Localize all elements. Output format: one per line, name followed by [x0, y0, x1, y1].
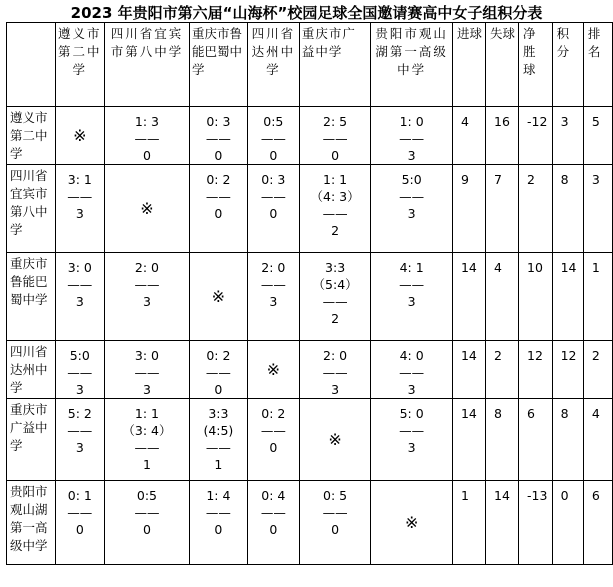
table-row	[7, 165, 613, 253]
match-result-line: ——	[67, 505, 93, 520]
match-result-cell	[55, 165, 104, 253]
match-result-line: (4:5)	[203, 423, 234, 438]
match-result-line: ——	[399, 423, 425, 438]
points-cell: 8	[552, 399, 583, 481]
self-match-mark: ※	[104, 165, 189, 253]
match-result-cell	[371, 165, 453, 253]
match-result-line: 0	[331, 148, 340, 163]
goals-against-cell: 7	[486, 165, 519, 253]
match-result-cell	[247, 481, 299, 565]
match-score: 5:0	[401, 172, 422, 187]
rank-cell: 5	[583, 107, 612, 165]
table-row	[7, 399, 613, 481]
match-result-line: ——	[134, 440, 160, 455]
match-result-line: ——	[67, 365, 93, 380]
goals-against-cell: 2	[486, 341, 519, 399]
match-result-cell	[104, 341, 189, 399]
match-result-cell	[371, 399, 453, 481]
match-result-line: ——	[205, 189, 231, 204]
match-result-line: ——	[322, 131, 348, 146]
match-result-line: 0	[214, 382, 223, 397]
match-result-line: 0	[269, 440, 278, 455]
match-result-line: ——	[134, 277, 160, 292]
match-result-cell	[55, 481, 104, 565]
match-result-line: ——	[399, 189, 425, 204]
match-result-line: 3	[75, 440, 84, 455]
match-result-line: 2	[331, 223, 340, 238]
rank-cell: 4	[583, 399, 612, 481]
match-result-line: ——	[260, 423, 286, 438]
match-result-cell	[55, 399, 104, 481]
match-result-line: 3	[269, 294, 278, 309]
goals-for-cell: 9	[452, 165, 485, 253]
match-result-cell	[299, 253, 371, 341]
row-team-name: 重庆市鲁能巴蜀中学	[7, 253, 56, 341]
match-result-cell	[55, 253, 104, 341]
match-result-line: 0	[214, 206, 223, 221]
header-goals-against: 失球	[486, 23, 519, 107]
match-result-line: ——	[260, 505, 286, 520]
match-score: 3:3	[325, 260, 346, 275]
match-score: 0: 3	[261, 172, 286, 187]
goals-against-cell: 4	[486, 253, 519, 341]
match-score: 4: 1	[399, 260, 424, 275]
match-result-cell	[299, 341, 371, 399]
match-result-cell	[189, 107, 247, 165]
match-result-line: 3	[142, 382, 151, 397]
goal-diff-cell: -13	[519, 481, 553, 565]
match-result-cell	[299, 107, 371, 165]
points-cell: 8	[552, 165, 583, 253]
match-result-line: （5:4）	[312, 277, 358, 292]
goals-for-cell: 14	[452, 341, 485, 399]
match-score: 1: 0	[399, 114, 424, 129]
self-match-mark: ※	[247, 341, 299, 399]
table-row	[7, 107, 613, 165]
match-result-cell	[189, 165, 247, 253]
match-score: 1: 1	[134, 406, 159, 421]
match-result-line: 3	[75, 206, 84, 221]
match-score: 5:0	[69, 348, 90, 363]
self-match-mark: ※	[55, 107, 104, 165]
header-team-6: 贵阳市观山湖第一高级中学	[371, 23, 453, 107]
match-result-line: 2	[331, 311, 340, 326]
match-score: 0: 4	[261, 488, 286, 503]
goals-for-cell: 14	[452, 399, 485, 481]
match-result-cell	[189, 399, 247, 481]
match-score: 2: 5	[323, 114, 348, 129]
match-result-line: 0	[214, 522, 223, 537]
header-team-4: 四川省达州中学	[247, 23, 299, 107]
match-result-line: ——	[134, 365, 160, 380]
match-score: 2: 0	[323, 348, 348, 363]
header-rank: 排名	[583, 23, 612, 107]
match-result-line: 3	[75, 382, 84, 397]
rank-cell: 1	[583, 253, 612, 341]
goals-for-cell: 1	[452, 481, 485, 565]
match-score: 3: 0	[134, 348, 159, 363]
match-result-line: 0	[142, 522, 151, 537]
match-result-line: 0	[214, 148, 223, 163]
match-result-cell	[55, 341, 104, 399]
goal-diff-cell: -12	[519, 107, 553, 165]
match-result-line: ——	[67, 189, 93, 204]
points-cell: 12	[552, 341, 583, 399]
match-result-line: 3	[407, 440, 416, 455]
match-result-line: 0	[75, 522, 84, 537]
match-result-line: ——	[205, 365, 231, 380]
match-result-line: 3	[407, 294, 416, 309]
match-result-line: 0	[142, 148, 151, 163]
rank-cell: 6	[583, 481, 612, 565]
goals-for-cell: 4	[452, 107, 485, 165]
match-result-cell	[104, 399, 189, 481]
match-score: 3: 0	[67, 260, 92, 275]
row-team-name: 四川省宜宾市第八中学	[7, 165, 56, 253]
table-row	[7, 341, 613, 399]
match-result-line: ——	[67, 423, 93, 438]
self-match-mark: ※	[371, 481, 453, 565]
match-result-cell	[189, 341, 247, 399]
match-result-cell	[247, 253, 299, 341]
match-result-line: 3	[331, 382, 340, 397]
match-score: 3: 1	[67, 172, 92, 187]
match-score: 0: 3	[206, 114, 231, 129]
match-result-line: 0	[269, 522, 278, 537]
match-score: 1: 3	[134, 114, 159, 129]
table-row	[7, 253, 613, 341]
match-result-cell	[371, 341, 453, 399]
match-result-line: ——	[205, 505, 231, 520]
match-result-line: ——	[399, 365, 425, 380]
points-cell: 3	[552, 107, 583, 165]
match-result-cell	[104, 481, 189, 565]
rank-cell: 3	[583, 165, 612, 253]
match-result-cell	[247, 107, 299, 165]
goal-diff-cell: 12	[519, 341, 553, 399]
match-result-cell	[299, 481, 371, 565]
match-score: 2: 0	[134, 260, 159, 275]
match-result-line: ——	[260, 277, 286, 292]
page-title: 2023 年贵阳市第六届“山海杯”校园足球全国邀请赛高中女子组积分表	[70, 4, 543, 22]
match-result-line: ——	[322, 206, 348, 221]
row-team-name: 四川省达州中学	[7, 341, 56, 399]
points-cell: 0	[552, 481, 583, 565]
match-result-cell	[189, 481, 247, 565]
match-score: 1: 4	[206, 488, 231, 503]
match-result-line: ——	[322, 505, 348, 520]
match-result-line: 0	[269, 206, 278, 221]
header-row	[7, 23, 613, 107]
match-result-line: （4: 3）	[310, 189, 360, 204]
match-result-line: ——	[205, 440, 231, 455]
match-result-line: 0	[331, 522, 340, 537]
match-score: 4: 0	[399, 348, 424, 363]
header-team-1: 遵义市第二中学	[55, 23, 104, 107]
match-result-line: 3	[75, 294, 84, 309]
match-result-line: ——	[260, 131, 286, 146]
match-result-line: 0	[269, 148, 278, 163]
match-score: 0: 2	[206, 348, 231, 363]
match-result-line: ——	[399, 277, 425, 292]
match-result-line: 3	[407, 382, 416, 397]
table-row	[7, 481, 613, 565]
goal-diff-cell: 6	[519, 399, 553, 481]
goals-against-cell: 8	[486, 399, 519, 481]
goal-diff-cell: 10	[519, 253, 553, 341]
match-score: 3:3	[208, 406, 229, 421]
header-team-5: 重庆市广益中学	[299, 23, 371, 107]
header-goal-diff: 净胜球	[519, 23, 553, 107]
match-score: 0:5	[136, 488, 157, 503]
match-result-line: 3	[407, 206, 416, 221]
match-result-line: ——	[134, 131, 160, 146]
match-score: 5: 2	[67, 406, 92, 421]
header-goals-for: 进球	[452, 23, 485, 107]
match-result-cell	[299, 165, 371, 253]
self-match-mark: ※	[189, 253, 247, 341]
match-result-line: ——	[322, 294, 348, 309]
match-result-cell	[247, 165, 299, 253]
match-result-line: ——	[134, 505, 160, 520]
row-team-name: 重庆市广益中学	[7, 399, 56, 481]
self-match-mark: ※	[299, 399, 371, 481]
row-team-name: 遵义市第二中学	[7, 107, 56, 165]
match-result-line: ——	[260, 189, 286, 204]
goals-against-cell: 16	[486, 107, 519, 165]
match-score: 2: 0	[261, 260, 286, 275]
match-result-line: ——	[322, 365, 348, 380]
match-result-line: ——	[67, 277, 93, 292]
rank-cell: 2	[583, 341, 612, 399]
points-cell: 14	[552, 253, 583, 341]
match-result-line: 3	[142, 294, 151, 309]
goals-for-cell: 14	[452, 253, 485, 341]
match-score: 0: 5	[323, 488, 348, 503]
match-result-cell	[104, 107, 189, 165]
match-result-line: 1	[214, 457, 223, 472]
match-result-line: ——	[205, 131, 231, 146]
match-result-line: ——	[399, 131, 425, 146]
header-points: 积分	[552, 23, 583, 107]
goal-diff-cell: 2	[519, 165, 553, 253]
standings-table	[6, 22, 613, 565]
match-result-cell	[247, 399, 299, 481]
header-team-3: 重庆市鲁能巴蜀中学	[189, 23, 247, 107]
match-result-line: 3	[407, 148, 416, 163]
match-score: 0: 2	[261, 406, 286, 421]
match-result-cell	[371, 107, 453, 165]
row-team-name: 贵阳市观山湖第一高级中学	[7, 481, 56, 565]
header-team-2: 四川省宜宾市第八中学	[104, 23, 189, 107]
match-result-cell	[371, 253, 453, 341]
match-result-line: （3: 4）	[122, 423, 172, 438]
match-score: 1: 1	[323, 172, 348, 187]
goals-against-cell: 14	[486, 481, 519, 565]
match-result-line: 1	[142, 457, 151, 472]
match-result-cell	[104, 253, 189, 341]
match-score: 0: 2	[206, 172, 231, 187]
match-score: 0:5	[263, 114, 284, 129]
corner-cell	[7, 23, 56, 107]
match-score: 0: 1	[67, 488, 92, 503]
match-score: 5: 0	[399, 406, 424, 421]
